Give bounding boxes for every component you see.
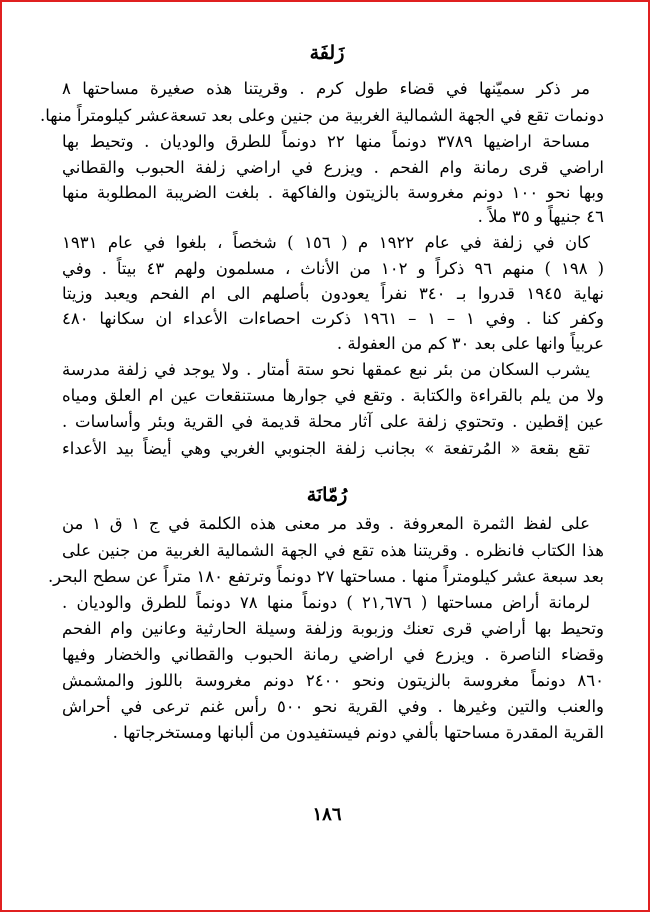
text-line: كان في زلفة في عام ١٩٢٢ م ( ١٥٦ ) شخصاً ، بلغوا في عام ١٩٣١ [62, 233, 591, 252]
section-title-rummana: رُمّانَة [306, 484, 348, 506]
text-line: مساحة اراضيها ٣٧٨٩ دونماً منها ٢٢ دونماً للطرق والوديان . وتحيط بها [62, 132, 590, 151]
text-line: بعد سبعة عشر كيلومتراً منها . مساحتها ٢٧ دونماً وترتفع ١٨٠ متراً عن سطح البحر. [47, 567, 604, 586]
text-line: هذا الكتاب فانظره . وقريتنا هذه تقع في الجهة الشمالية الغربية من جنين على [62, 541, 604, 560]
section-title-zalafa: زَلفَة [309, 42, 345, 64]
text-line: ٨٦٠ دونماً مغروسة بالزيتون ونحو ٢٤٠٠ دونم مغروسة باللوز والمشمش [62, 671, 604, 690]
text-line: وتحيط بها أراضي قرى تعنك وزبوبة وزلفة وسيلة الحارثية وعانين وام الفحم [62, 619, 604, 638]
text-line: وبها نحو ١٠٠ دونم مغروسة بالزيتون والفاكهة . بلغت الضريبة المطلوبة منها [62, 183, 604, 202]
text-line: ولا من يلم بالقراءة والكتابة . وتقع في جوارها مستنقعات عين ام العلق ومياه [62, 386, 604, 405]
text-line: على لفظ الثمرة المعروفة . وقد مر معنى هذه الكلمة في ج ١ ق ١ من [62, 514, 590, 533]
text-line: ٤٦ جنيهاً و ٣٥ ملاً . [477, 207, 604, 226]
text-line: والعنب والتين وغيرها . وفي القرية نحو ٥٠٠ رأس غنم ترعى في أحراش [62, 697, 605, 716]
text-line: تقع بقعة « المُرتفعة » بجانب زلفة الجنوبي الغربي وهي أيضاً بيد الأعداء [62, 439, 590, 458]
text-line: القرية المقدرة مساحتها بألفي دونم فيستفيدون من ألبانها ومستخرجاتها . [112, 723, 604, 742]
text-line: لرمانة أراض مساحتها ( ٢١,٦٧٦ ) دونماً منها ٧٨ دونماً للطرق والوديان . [62, 593, 590, 612]
text-line: وكفر كنا . وفي ١ – ١ – ١٩٦١ ذكرت احصاءات الأعداء ان سكانها ٤٨٠ [62, 309, 604, 328]
text-line: يشرب السكان من بئر نبع عمقها نحو ستة أمتار . ولا يوجد في زلفة مدرسة [62, 360, 590, 379]
text-line: دونمات تقع في الجهة الشمالية الغربية من جنين وعلى بعد تسعةعشر كيلومتراً منها. [39, 106, 604, 125]
page-number: ١٨٦ [312, 804, 342, 825]
text-line: ( ١٩٨ ) منهم ٩٦ ذكراً و ١٠٢ من الأناث ، مسلمون ولهم ٤٣ بيتاً . وفي [62, 259, 605, 278]
text-line: نهاية ١٩٤٥ قدروا بـ ٣٤٠ نفراً يعودون بأصلهم الى ام الفحم ويعبد وزيتا [62, 284, 604, 303]
text-line: وقضاء الناصرة . ويزرع في اراضي رمانة الحبوب والقطاني والخضار وفيها [62, 645, 604, 664]
text-line: اراضي قرى رمانة وام الفحم . ويزرع في اراضي زلفة الحبوب والقطاني [62, 158, 604, 177]
text-line: مر ذكر سميّنها في قضاء طول كرم . وقريتنا هذه صغيرة مساحتها ٨ [62, 79, 590, 98]
text-line: عربياً وانها على بعد ٣٠ كم من العفولة . [336, 334, 604, 353]
text-line: عين إقطين . وتحتوي زلفة على آثار محلة قديمة في القرية وبئر وأساسات . [62, 412, 604, 431]
